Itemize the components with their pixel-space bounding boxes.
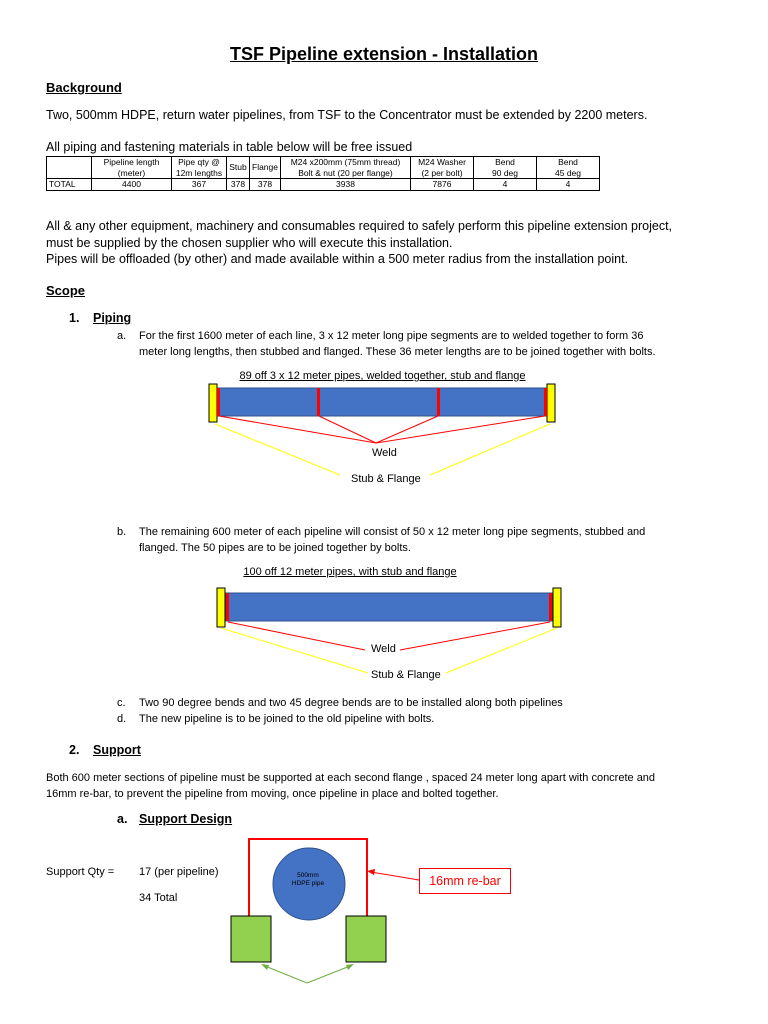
weld-arrow [219,416,376,443]
weld-2 [437,388,440,416]
support-heading: Support [93,743,141,757]
stub-weld-left [217,388,220,416]
item-a-text-1: For the first 1600 meter of each line, 3 x 12 meter long pipe segments are to welded together to form 36 [139,330,644,342]
pipe-body [226,593,552,621]
flange-right [547,384,555,422]
stub-weld-right [544,388,547,416]
item-a-text-2: meter long lengths, then stubbed and flanged. These 36 meter lengths are to be joined together with bolts. [139,346,656,358]
item-c-marker: c. [117,697,126,709]
green-arrowhead [261,964,269,970]
header-text: M24 x200mm (75mm thread) [290,157,401,167]
weld-arrow [319,416,376,443]
table-cell: 4400 [92,179,172,191]
flange-left [217,588,225,627]
flange-right [553,588,561,627]
green-arrow [265,966,307,983]
green-arrow [307,966,350,983]
weld-arrow [376,416,438,443]
header-text: 90 deg [492,167,518,178]
support-qty-value: 17 (per pipeline) [139,866,219,878]
equipment-text-3: Pipes will be offloaded (by other) and made available within a 500 meter radius from the installation point. [46,252,629,266]
item-d-marker: d. [117,713,127,725]
header-text: 12m lengths [175,167,223,178]
stub-weld-right [549,593,552,621]
green-arrowhead [346,964,354,970]
table-cell: 367 [172,179,227,191]
table-row [47,179,600,191]
item-a-marker: a. [117,330,127,342]
flange-left [209,384,217,422]
table-header-cell [411,157,474,179]
weld-label-2: Weld [371,643,396,655]
table-cell: 3938 [281,179,411,191]
background-heading: Background [46,80,122,95]
item-c-text: Two 90 degree bends and two 45 degree bends are to be installed along both pipelines [139,697,563,709]
concrete-block-right [346,916,386,962]
table-header-row [47,157,600,179]
diagram1-caption: 89 off 3 x 12 meter pipes, welded together, stub and flange [239,370,526,382]
stub-flange-label-1: Stub & Flange [351,473,421,485]
page-title: TSF Pipeline extension - Installation [229,44,539,64]
stub-weld-left [226,593,229,621]
piping-heading: Piping [93,311,132,325]
concrete-block-left [231,916,271,962]
header-text: Flange [252,162,278,173]
table-header-cell [227,157,250,179]
equipment-text-1: All & any other equipment, machinery and consumables required to safely perform this pipeline extension project, [46,219,673,233]
item-b-text-1: The remaining 600 meter of each pipeline will consist of 50 x 12 meter long pipe segments, stubbed and [139,526,646,538]
stub-arrow [221,628,368,673]
diagram2-caption: 100 off 12 meter pipes, with stub and flange [243,566,457,578]
rebar-arrow [371,872,419,880]
header-text: Bend [495,157,515,167]
header-text: Pipe qty @ [178,157,220,167]
table-cell: TOTAL [47,179,92,191]
table-header-cell [474,157,537,179]
pipe-label-line2: HDPE pipe [291,880,325,887]
support-qty-total: 34 Total [139,892,178,904]
header-text: Bolt & nut (20 per flange) [298,167,393,178]
scope-heading: Scope [46,283,86,298]
table-cell: 7876 [411,179,474,191]
table-header-cell [47,157,92,179]
header-text: (meter) [117,167,146,178]
item-d-text: The new pipeline is to be joined to the old pipeline with bolts. [139,713,435,725]
support-number: 2. [69,743,80,757]
weld-1 [317,388,320,416]
table-header-cell [92,157,172,179]
rebar-arrowhead [367,869,375,875]
header-text: (2 per bolt) [421,167,463,178]
table-cell: 4 [474,179,537,191]
table-cell: 378 [227,179,250,191]
table-header-cell [281,157,411,179]
table-header-cell [172,157,227,179]
item-b-marker: b. [117,526,127,538]
header-text: M24 Washer [418,157,466,167]
stub-arrow [215,424,340,475]
table-cell: 378 [250,179,281,191]
weld-arrow [400,622,550,650]
header-text: Stub [229,162,247,173]
support-text-1: Both 600 meter sections of pipeline must be supported at each second flange , spaced 24 meter long apart with concrete and [46,772,656,784]
equipment-text-2: must be supplied by the chosen supplier who will execute this installation. [46,236,453,250]
support-design-heading: Support Design [139,812,233,826]
header-text: 45 deg [555,167,581,178]
support-text-2: 16mm re-bar, to prevent the pipeline from moving, once pipeline in place and bolted together. [46,788,499,800]
background-text-2: All piping and fastening materials in table below will be free issued [46,140,413,154]
item-b-text-2: flanged. The 50 pipes are to be joined together by bolts. [139,542,411,554]
pipe-label [279,872,337,888]
support-design-marker: a. [117,812,128,826]
rebar-label: 16mm re-bar [419,868,511,894]
piping-number: 1. [69,311,80,325]
stub-flange-label-2: Stub & Flange [371,669,441,681]
weld-label-1: Weld [372,447,397,459]
header-text: Bend [558,157,578,167]
materials-table [46,156,600,191]
table-header-cell [250,157,281,179]
background-text-1: Two, 500mm HDPE, return water pipelines, from TSF to the Concentrator must be extended by 2200 meters. [46,108,648,122]
pipe-label-line1: 500mm [297,872,319,879]
table-cell: 4 [537,179,600,191]
stub-arrow [446,628,557,673]
weld-arrow [376,416,545,443]
pipe-body [217,388,547,416]
support-qty-label: Support Qty = [46,866,115,878]
table-header-cell [537,157,600,179]
support-design-diagram [225,832,525,992]
header-text: Pipeline length [103,157,160,167]
